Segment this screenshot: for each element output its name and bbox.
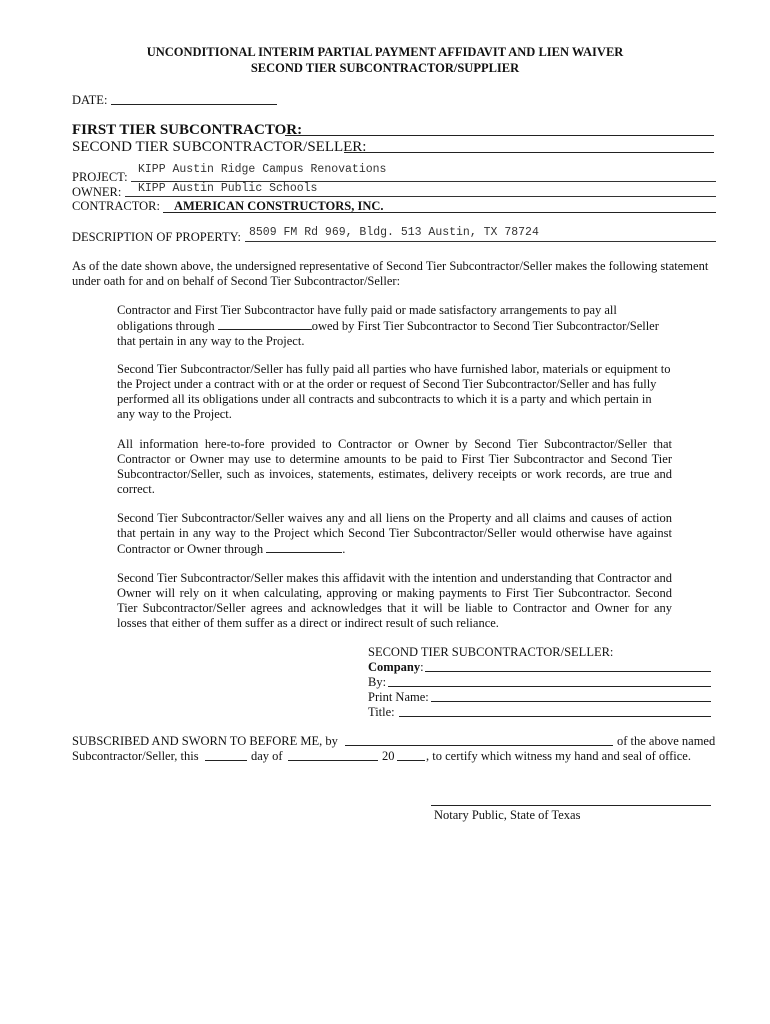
print-name-field[interactable] (431, 701, 711, 702)
day-field[interactable] (205, 760, 247, 761)
date-label: DATE: (72, 93, 108, 107)
notary-caption: Notary Public, State of Texas (434, 808, 581, 822)
date-field[interactable] (111, 104, 277, 105)
contractor-label: CONTRACTOR: (72, 199, 160, 213)
year-prefix: 20 (382, 749, 395, 763)
first-tier-field[interactable] (285, 135, 714, 136)
sworn-text-b: of the above named (617, 734, 716, 748)
property-value: 8509 FM Rd 969, Bldg. 513 Austin, TX 78724 (249, 226, 539, 239)
owner-value: KIPP Austin Public Schools (138, 182, 318, 195)
second-tier-field[interactable] (344, 152, 714, 153)
waiver-through-date-field[interactable] (266, 541, 342, 553)
project-value: KIPP Austin Ridge Campus Renovations (138, 163, 387, 176)
p1-text-b: owed by First Tier Subcontractor to Second Tier Subcontractor/Seller that pertain in any way to the Project. (117, 319, 659, 348)
year-field[interactable] (397, 760, 425, 761)
form-subtitle: SECOND TIER SUBCONTRACTOR/SUPPLIER (250, 61, 520, 75)
owner-field[interactable] (125, 196, 716, 197)
paragraph-waiver (117, 511, 672, 557)
sworn-text-a: SUBSCRIBED AND SWORN TO BEFORE ME, by (72, 734, 338, 748)
paragraph-payment-status (117, 303, 672, 349)
through-date-field[interactable] (218, 318, 312, 330)
p1-text-a: Contractor and First Tier Subcontractor have fully paid or made satisfactory arrangements to pay all obligations through (117, 303, 617, 333)
print-name-label: Print Name: (368, 690, 429, 704)
by-field[interactable] (388, 686, 711, 687)
property-label: DESCRIPTION OF PROPERTY: (72, 230, 241, 244)
signature-heading: SECOND TIER SUBCONTRACTOR/SELLER: (368, 645, 614, 659)
paragraph-information-true: All information here-to-fore provided to Contractor or Owner by Second Tier Subcontractor/Seller that Contractor or Owner may use to determine amounts to be paid to First Tier Subcontractor and Second Tier Subcontractor/Seller, such as invoices, statements, estimates, delivery receipts or work records, are true and correct. (117, 437, 672, 496)
owner-label: OWNER: (72, 185, 122, 199)
paragraph-reliance: Second Tier Subcontractor/Seller makes this affidavit with the intention and understanding that Contractor and Owner will rely on it when calculating, approving or making payments to First Tier Subcontractor. Second Tier Subcontractor/Seller agrees and acknowledges that it will be liable to Contractor and Owner for any losses that either of them suffer as a direct or indirect result of such reliance. (117, 571, 672, 630)
p4-text-a: Second Tier Subcontractor/Seller waives any and all liens on the Property and all claims and causes of action that pertain in any way to the Project which Second Tier Subcontractor/Seller would otherwise have against Contractor or Owner through (117, 511, 672, 556)
sworn-text-c: Subcontractor/Seller, this (72, 749, 199, 763)
by-label: By: (368, 675, 387, 689)
form-title: UNCONDITIONAL INTERIM PARTIAL PAYMENT AFFIDAVIT AND LIEN WAIVER (146, 45, 624, 59)
notary-signature-line[interactable] (431, 805, 711, 806)
day-of-text: day of (251, 749, 283, 763)
company-colon: : (420, 660, 424, 674)
first-tier-label: FIRST TIER SUBCONTRACTOR: (72, 122, 303, 138)
title-field[interactable] (399, 716, 711, 717)
sworn-text-d: , to certify which witness my hand and seal of office. (426, 749, 691, 763)
intro-paragraph: As of the date shown above, the undersigned representative of Second Tier Subcontractor/Seller makes the following statement under oath for and on behalf of Second Tier Subcontractor/Seller: (72, 259, 709, 288)
second-tier-label: SECOND TIER SUBCONTRACTOR/SELLER: (72, 139, 367, 155)
contractor-value: AMERICAN CONSTRUCTORS, INC. (174, 199, 384, 213)
company-label: Company (368, 660, 421, 674)
project-label: PROJECT: (72, 170, 128, 184)
property-field[interactable] (245, 241, 716, 242)
company-label-row (368, 660, 424, 675)
sworn-by-field[interactable] (345, 745, 613, 746)
title-label: Title: (368, 705, 395, 719)
p4-text-b: . (342, 542, 346, 556)
company-field[interactable] (425, 671, 711, 672)
month-field[interactable] (288, 760, 378, 761)
paragraph-parties-paid: Second Tier Subcontractor/Seller has fully paid all parties who have furnished labor, materials or equipment to the Project under a contract with or at the order or request of Second Tier Subcontractor/Seller and has fully performed all its obligations under all contracts and subcontracts to which it is a party and which pertain in any way to the Project. (117, 362, 671, 421)
